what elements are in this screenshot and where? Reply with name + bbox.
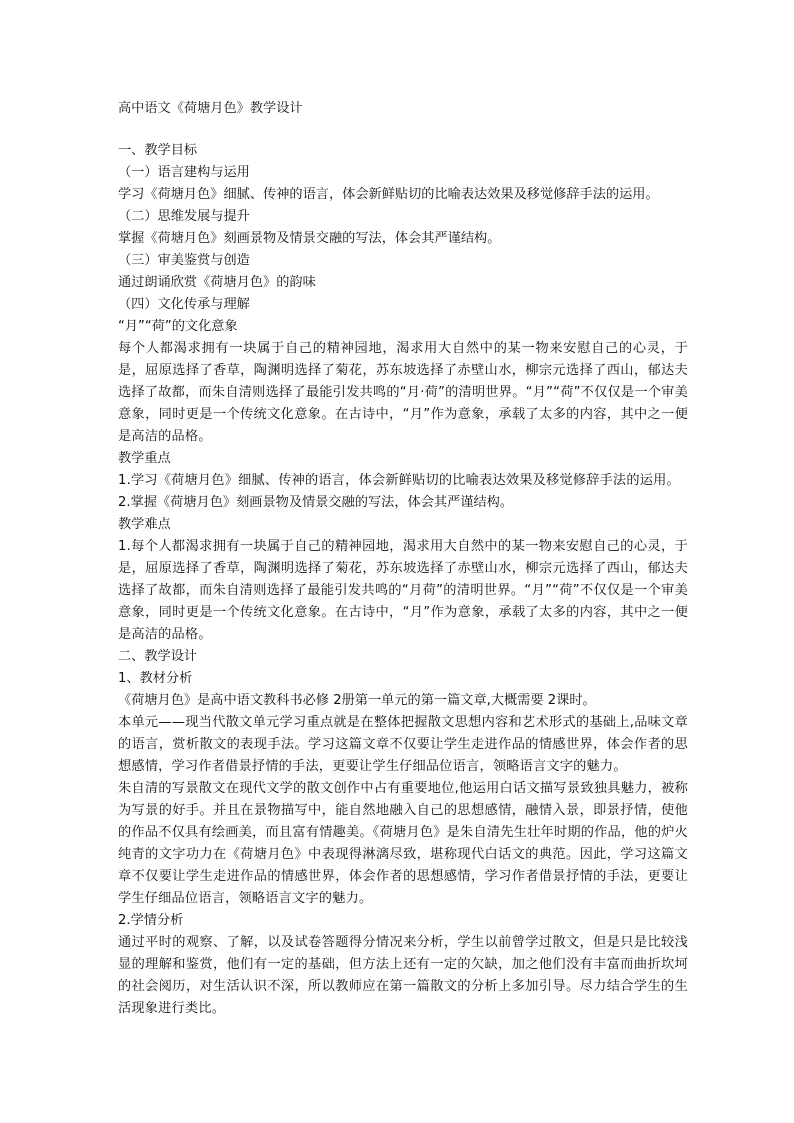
section-heading-design: 二、教学设计	[118, 649, 198, 664]
paragraph-aesthetics: 通过朗诵欣赏《荷塘月色》的韵味	[118, 275, 316, 290]
paragraph-culture-title: “月”“荷”的文化意象	[118, 319, 238, 334]
document-body	[118, 140, 688, 1020]
paragraph-unit-focus: 本单元——现当代散文单元学习重点就是在整体把握散文思想内容和艺术形式的基础上,品味文章的语言，赏析散文的表现手法。学习这篇文章不仅要让学生走进作品的情感世界，体会作者的思想感情，学习作者借景抒情的手法，更要让学生仔细品位语言，领略语言文字的魅力。	[118, 715, 688, 774]
paragraph-student-analysis: 通过平时的观察、了解，以及试卷答题得分情况来分析，学生以前曾学过散文，但是只是比较浅显的理解和鉴赏，他们有一定的基础，但方法上还有一定的欠缺，加之他们没有丰富而曲折坎坷的社会阅历，对生活认识不深，所以教师应在第一篇散文的分析上多加引导。尽力结合学生的生活现象进行类比。	[118, 935, 688, 1016]
key-point-2: 2.掌握《荷塘月色》刻画景物及情景交融的写法，体会其严谨结构。	[118, 495, 514, 510]
paragraph-zhu-ziqing: 朱自清的写景散文在现代文学的散文创作中占有重要地位,他运用白话文描写景致独具魅力，被称为写景的好手。并且在景物描写中，能自然地融入自己的思想感情，融情入景，即景抒情，使他的作品不仅具有绘画美，而且富有情趣美。《荷塘月色》是朱自清先生壮年时期的作品，他的炉火纯青的文字功力在《荷塘月色》中表现得淋漓尽致，堪称现代白话文的典范。因此，学习这篇文章不仅要让学生走进作品的情感世界，体会作者的思想感情，学习作者借景抒情的手法，更要让学生仔细品位语言，领略语言文字的魅力。	[118, 781, 688, 906]
section-heading-key-points: 教学重点	[118, 451, 171, 466]
difficulty-1: 1.每个人都渴求拥有一块属于自己的精神园地，渴求用大自然中的某一物来安慰自己的心灵，于是，屈原选择了香草，陶渊明选择了菊花，苏东坡选择了赤壁山水，柳宗元选择了西山，郁达夫选择了故都，而朱自清则选择了最能引发共鸣的“月荷”的清明世界。“月”“荷”不仅仅是一个审美意象，同时更是一个传统文化意象。在古诗中，“月”作为意象，承载了太多的内容，其中之一便是高洁的品格。	[118, 539, 688, 642]
subheading-language: （一）语言建构与运用	[118, 165, 250, 180]
subheading-textbook-analysis: 1、教材分析	[118, 671, 193, 686]
paragraph-culture: 每个人都渴求拥有一块属于自己的精神园地，渴求用大自然中的某一物来安慰自己的心灵，于是，屈原选择了香草，陶渊明选择了菊花，苏东坡选择了赤壁山水，柳宗元选择了西山，郁达夫选择了故都，而朱自清则选择了最能引发共鸣的“月·荷”的清明世界。“月”“荷”不仅仅是一个审美意象，同时更是一个传统文化意象。在古诗中，“月”作为意象，承载了太多的内容，其中之一便是高洁的品格。	[118, 341, 688, 444]
key-point-1: 1.学习《荷塘月色》细腻、传神的语言，体会新鲜贴切的比喻表达效果及移觉修辞手法的运用。	[118, 473, 680, 488]
paragraph-textbook-intro: 《荷塘月色》是高中语文教科书必修 2册第一单元的第一篇文章,大概需要 2课时。	[118, 693, 596, 708]
subheading-thinking: （二）思维发展与提升	[118, 209, 250, 224]
paragraph-thinking: 掌握《荷塘月色》刻画景物及情景交融的写法，体会其严谨结构。	[118, 231, 501, 246]
document-title: 高中语文《荷塘月色》教学设计	[118, 101, 303, 116]
paragraph-language: 学习《荷塘月色》细腻、传神的语言，体会新鲜贴切的比喻表达效果及移觉修辞手法的运用。	[118, 187, 659, 202]
subheading-aesthetics: （三）审美鉴赏与创造	[118, 253, 250, 268]
section-heading-objectives: 一、教学目标	[118, 143, 198, 158]
section-heading-difficulties: 教学难点	[118, 517, 171, 532]
subheading-student-analysis: 2.学情分析	[118, 913, 184, 928]
subheading-culture: （四）文化传承与理解	[118, 297, 250, 312]
